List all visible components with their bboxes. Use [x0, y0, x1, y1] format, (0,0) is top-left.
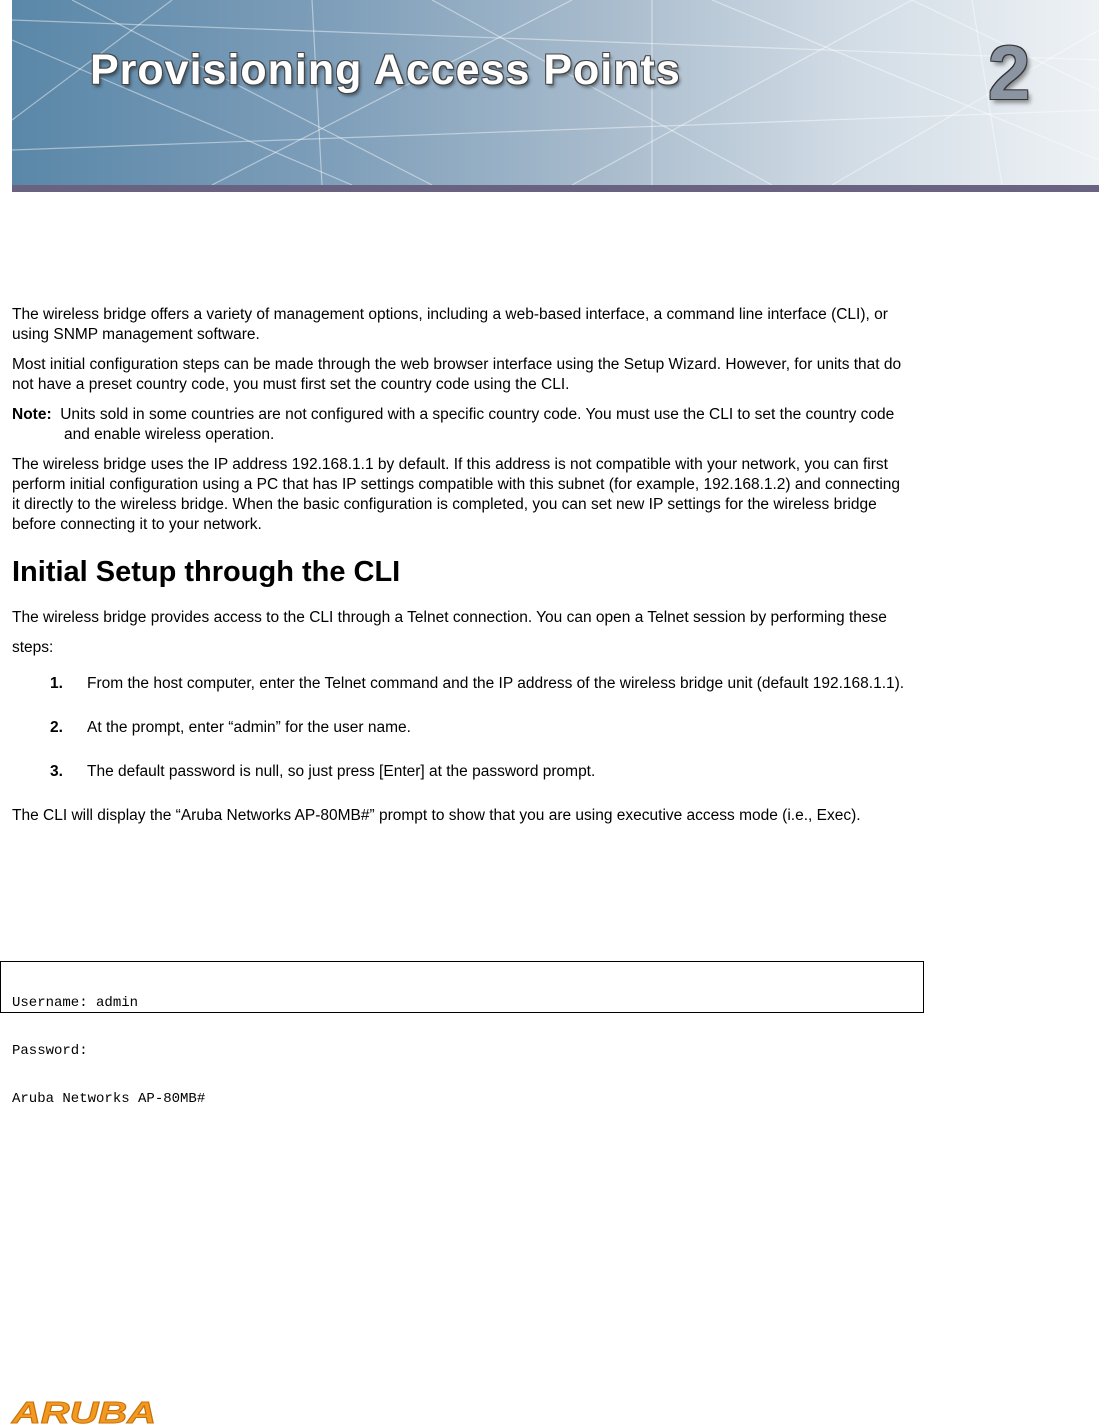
page-content: [12, 305, 912, 837]
code-line: Aruba Networks AP-80MB#: [12, 1091, 206, 1107]
list-item: [12, 713, 912, 743]
list-item: [12, 757, 912, 787]
chapter-title: Provisioning Access Points: [90, 46, 681, 94]
intro-paragraph-1: The wireless bridge offers a variety of management options, including a web-based interface, a command line interface (CLI), or using SNMP management software.: [12, 306, 888, 343]
note-text: Units sold in some countries are not configured with a specific country code. You must use the CLI to set the country code and enable wireless operation.: [60, 406, 895, 443]
steps-list: [12, 669, 912, 787]
step-text: From the host computer, enter the Telnet command and the IP address of the wireless bridge unit (default 192.168.1.1).: [87, 675, 905, 692]
chapter-banner: [12, 0, 1099, 185]
step-text: At the prompt, enter “admin” for the user name.: [87, 719, 411, 736]
chapter-number: 2: [988, 31, 1031, 116]
step-number: 1.: [50, 675, 63, 692]
list-item: [12, 669, 912, 699]
code-line: Password:: [12, 1043, 88, 1059]
intro-paragraph-3: The wireless bridge uses the IP address 192.168.1.1 by default. If this address is not compatible with your network, you can first perform initial configuration using a PC that has IP settings compatible with this subnet (for example, 192.168.1.2) and connecting it directly to the wireless bridge. When the basic configuration is completed, you can set new IP settings for the wireless bridge before connecting it to your network.: [12, 456, 901, 533]
after-steps-paragraph: The CLI will display the “Aruba Networks AP-80MB#” prompt to show that you are using executive access mode (i.e., Exec).: [12, 807, 861, 824]
step-number: 3.: [50, 763, 63, 780]
logo-text: ARUBA: [10, 1396, 157, 1425]
section-intro: The wireless bridge provides access to the CLI through a Telnet connection. You can open a Telnet session by performing these steps:: [12, 609, 887, 656]
banner-divider: [12, 185, 1099, 192]
code-line: Username: admin: [12, 995, 139, 1011]
cli-code-block: [0, 961, 924, 1107]
step-number: 2.: [50, 719, 63, 736]
note: [12, 405, 912, 445]
step-text: The default password is null, so just press [Enter] at the password prompt.: [87, 763, 596, 780]
aruba-logo: [10, 1396, 160, 1425]
note-label: Note:: [12, 406, 52, 423]
intro-paragraph-2: Most initial configuration steps can be made through the web browser interface using the Setup Wizard. However, for units that do not have a preset country code, you must first set the country code using the CLI.: [12, 356, 902, 393]
section-heading: Initial Setup through the CLI: [12, 556, 401, 588]
